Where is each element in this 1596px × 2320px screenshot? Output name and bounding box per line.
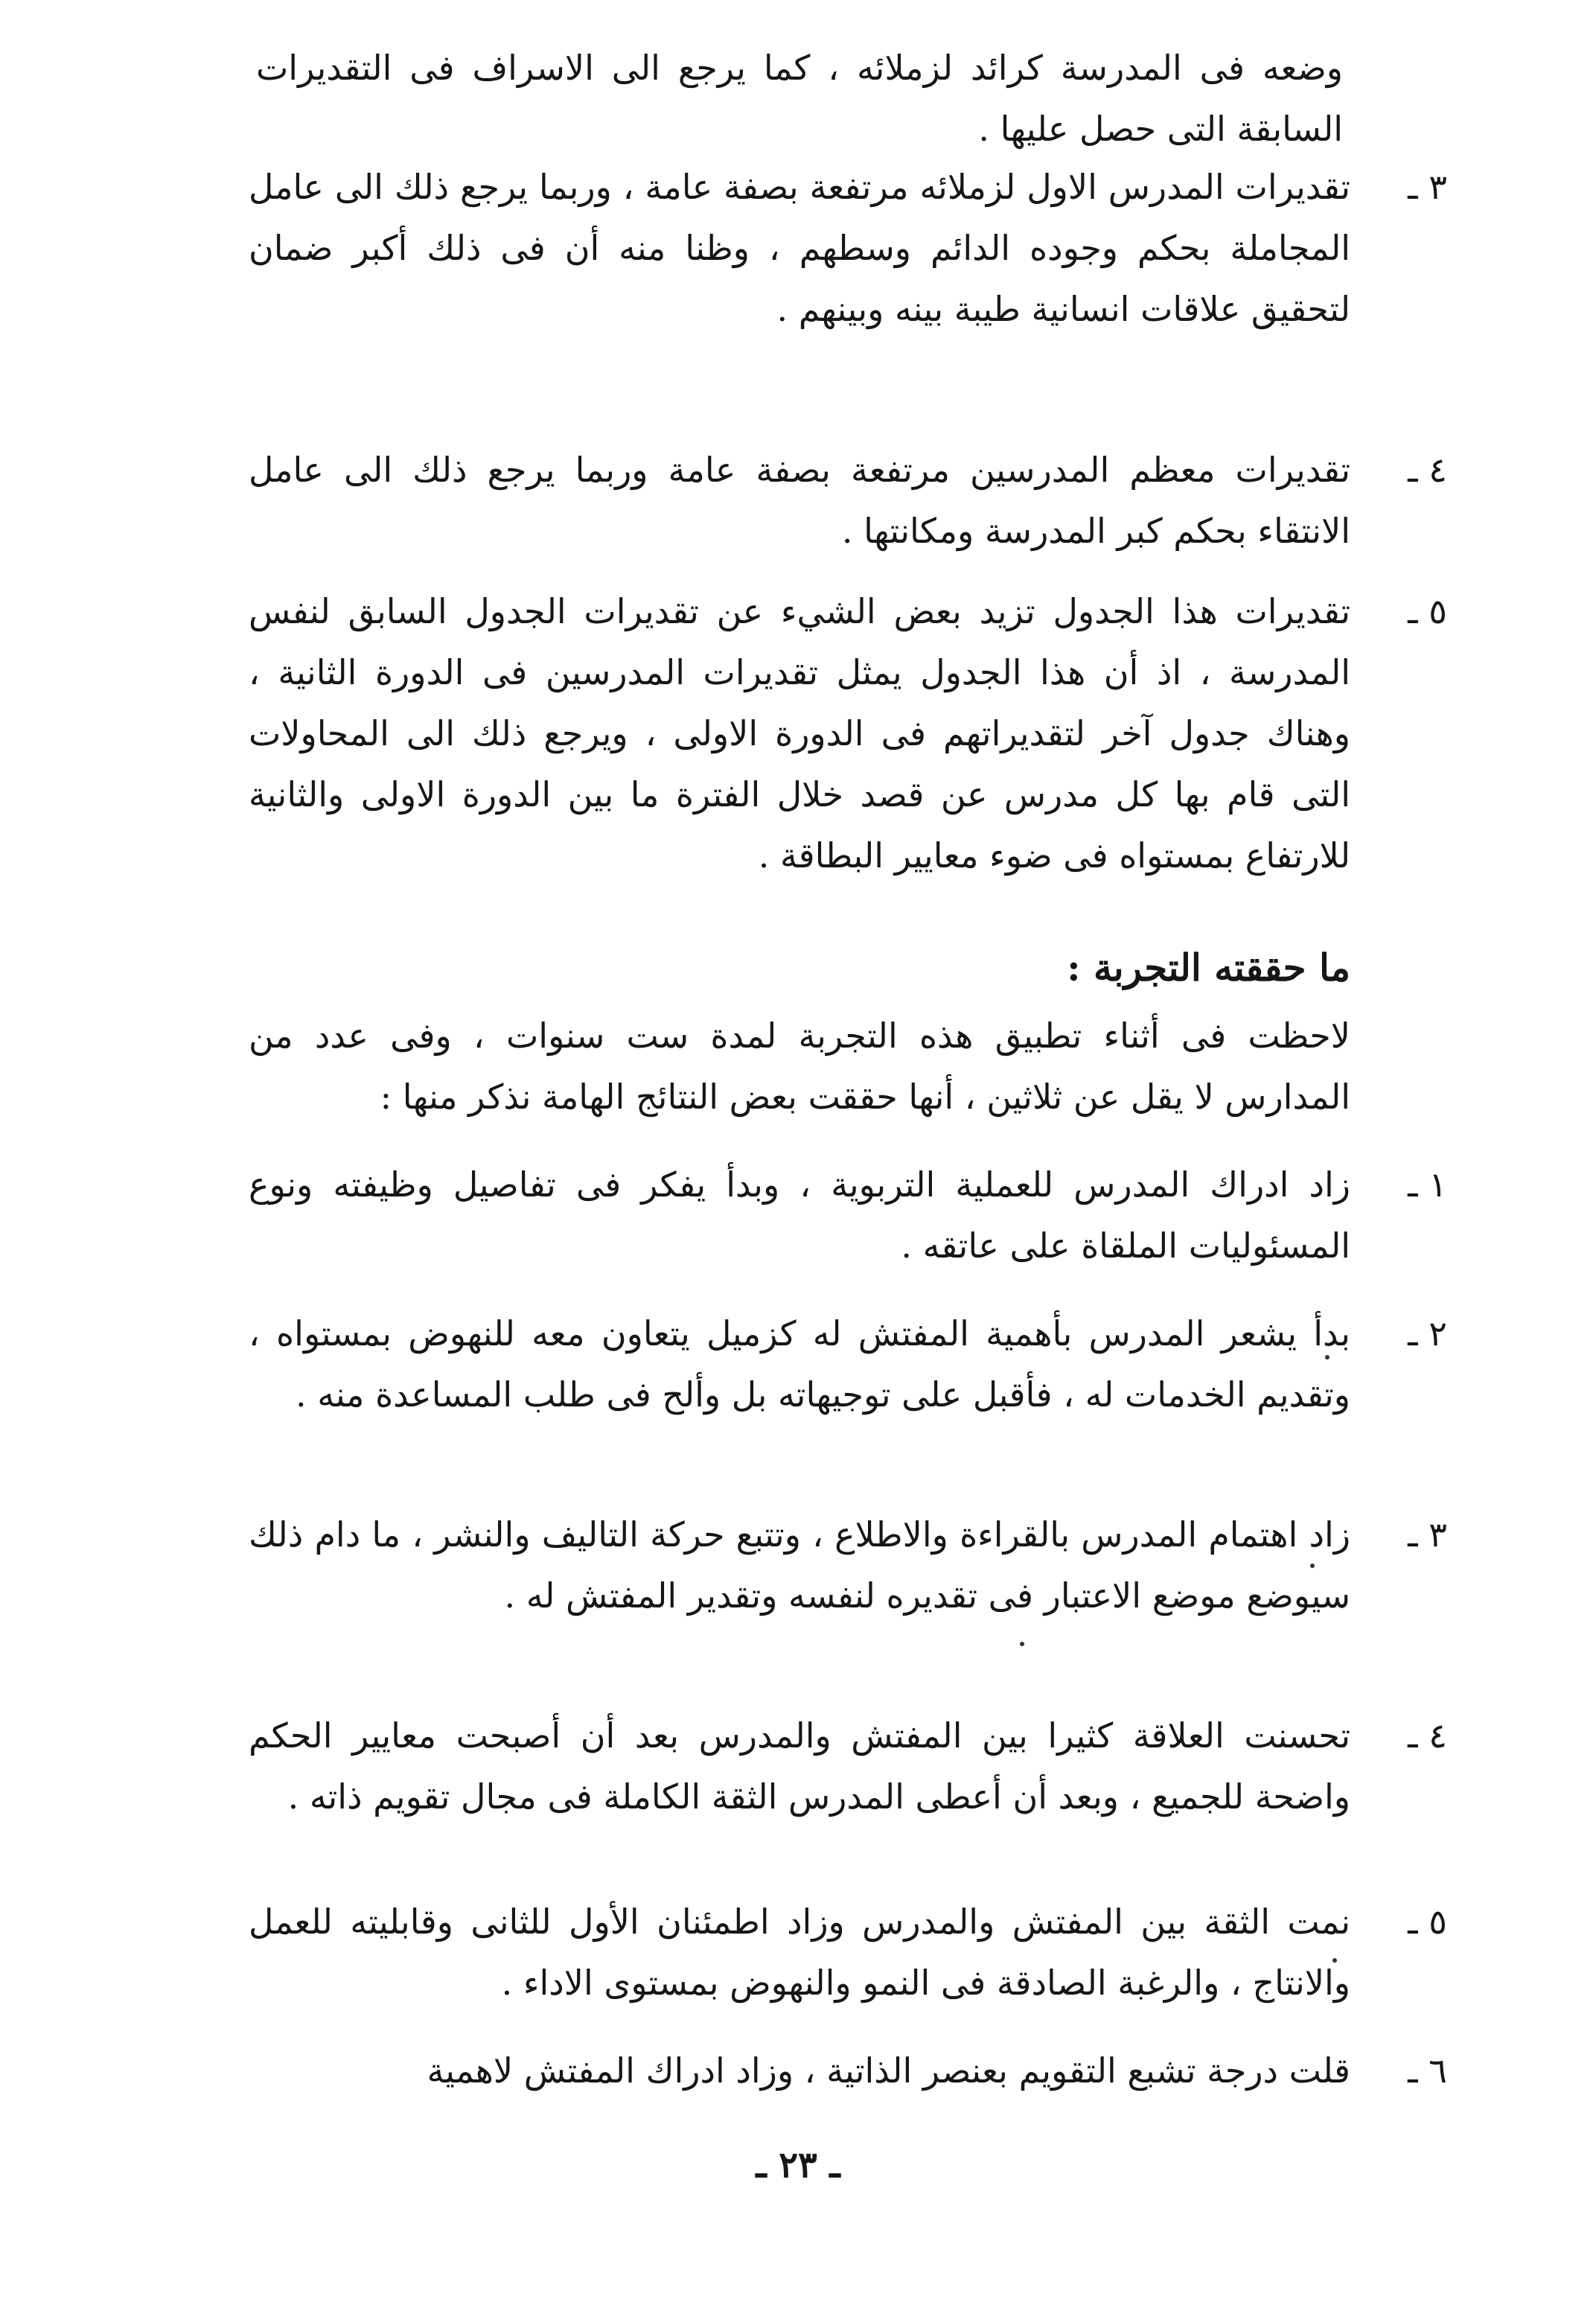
item-number: ٤ ـ	[1408, 1715, 1447, 1756]
scan-speck	[1332, 1958, 1337, 1963]
item-number: ١ ـ	[1408, 1164, 1447, 1205]
item-number: ٣ ـ	[1408, 167, 1447, 207]
item-number: ٤ ـ	[1408, 450, 1447, 490]
item-text: قلت درجة تشبع التقويم بعنصر الذاتية ، وزاد ادراك المفتش لاهمية	[427, 2050, 1350, 2091]
section-heading: ما حققته التجربة :	[1067, 946, 1350, 989]
list-item	[249, 581, 1447, 886]
item-text: تقديرات هذا الجدول تزيد بعض الشيء عن تقديرات الجدول السابق لنفس المدرسة ، اذ أن هذا الجدول يمثل تقديرات المدرسين فى الدورة الثانية ، وهناك جدول آخر لتقديراتهم فى الدورة الاولى ، ويرجع ذلك الى المحاولات التى قام بها كل مدرس عن قصد خلال الفترة ما بين الدورة الاولى والثانية للارتفاع بمستواه فى ضوء معايير البطاقة .	[249, 591, 1350, 876]
list-item	[249, 1154, 1447, 1276]
list-item	[249, 1303, 1447, 1425]
item-text: بدأ يشعر المدرس بأهمية المفتش له كزميل يتعاون معه للنهوض بمستواه ، وتقديم الخدمات له ، فأقبل على توجيهاته بل وألح فى طلب المساعدة منه .	[249, 1313, 1350, 1415]
list-item	[249, 156, 1447, 340]
list-item	[249, 1891, 1447, 2013]
item-text: تقديرات المدرس الاول لزملائه مرتفعة بصفة عامة ، وربما يرجع ذلك الى عامل المجاملة بحكم وجوده الدائم وسطهم ، وظنا منه أن فى ذلك أكبر ضمان لتحقيق علاقات انسانية طيبة بينه وبينهم .	[249, 167, 1350, 329]
item-text: تقديرات معظم المدرسين مرتفعة بصفة عامة وربما يرجع ذلك الى عامل الانتقاء بحكم كبر المدرسة ومكانتها .	[249, 450, 1350, 551]
body-paragraph: لاحظت فى أثناء تطبيق هذه التجربة لمدة ست سنوات ، وفى عدد من المدارس لا يقل عن ثلاثين ، أنها حققت بعض النتائج الهامة نذكر منها :	[249, 1016, 1350, 1117]
item-number: ٣ ـ	[1408, 1514, 1447, 1555]
scan-speck	[1325, 1355, 1330, 1360]
item-text: تحسنت العلاقة كثيرا بين المفتش والمدرس بعد أن أصبحت معايير الحكم واضحة للجميع ، وبعد أن أعطى المدرس الثقة الكاملة فى مجال تقويم ذاته .	[249, 1715, 1350, 1817]
item-number: ٥ ـ	[1408, 591, 1447, 631]
list-item	[249, 2040, 1447, 2101]
item-number: ٦ ـ	[1408, 2050, 1447, 2091]
item-text: زاد اهتمام المدرس بالقراءة والاطلاع ، وتتبع حركة التاليف والنشر ، ما دام ذلك سيوضع موضع الاعتبار فى تقديره لنفسه وتقدير المفتش له .	[249, 1514, 1350, 1616]
scan-speck	[1310, 1564, 1315, 1568]
item-text: زاد ادراك المدرس للعملية التربوية ، وبدأ يفكر فى تفاصيل وظيفته ونوع المسئوليات الملقاة على عاتقه .	[249, 1164, 1350, 1266]
item-number: ٥ ـ	[1408, 1902, 1447, 1942]
scan-speck	[1020, 1642, 1024, 1646]
page-number: ـ ٢٣ ـ	[756, 2144, 840, 2186]
intro-paragraph: وضعه فى المدرسة كرائد لزملائه ، كما يرجع الى الاسراف فى التقديرات السابقة التى حصل عليها .	[256, 48, 1343, 149]
item-number: ٢ ـ	[1408, 1313, 1447, 1354]
list-item	[249, 1705, 1447, 1827]
list-item	[249, 439, 1447, 561]
list-item	[249, 1504, 1447, 1626]
item-text: نمت الثقة بين المفتش والمدرس وزاد اطمئنان الأول للثانى وقابليته للعمل والانتاج ، والرغبة الصادقة فى النمو والنهوض بمستوى الاداء .	[249, 1902, 1350, 2003]
